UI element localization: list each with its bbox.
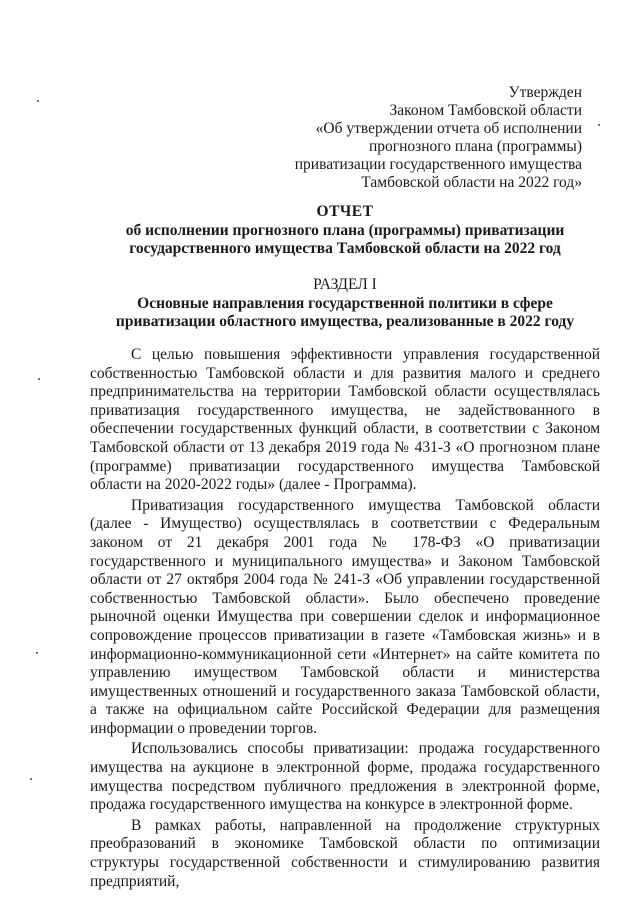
report-title-block <box>90 203 600 259</box>
paragraph: В рамках работы, направленной на продолжение структурных преобразований в экономике Тамбовской области по оптимизации структуры государственной собственности и стимулированию развития предприятий, <box>90 816 600 890</box>
body-text <box>90 346 600 893</box>
approval-line: Утвержден <box>508 84 582 101</box>
approval-line: «Об утверждении отчета об исполнении <box>315 120 582 137</box>
report-title: ОТЧЕТ <box>316 203 374 220</box>
scan-speck <box>598 124 600 126</box>
section-label: РАЗДЕЛ I <box>313 276 377 293</box>
section-heading-line: Основные направления государственной политики в сфере <box>137 294 553 312</box>
approval-line: приватизации государственного имущества <box>294 156 582 173</box>
scan-speck <box>38 378 40 380</box>
approval-line: Законом Тамбовской области <box>389 102 582 119</box>
approval-line: прогнозного плана (программы) <box>368 138 582 155</box>
scan-speck <box>30 778 32 780</box>
scan-speck <box>37 100 39 102</box>
approval-line: Тамбовской области на 2022 год» <box>361 174 582 191</box>
report-subtitle-line: государственного имущества Тамбовской области на 2022 год <box>129 240 561 257</box>
report-subtitle-line: об исполнении прогнозного плана (программы) приватизации <box>125 221 565 239</box>
approval-stamp <box>295 84 582 192</box>
scan-speck <box>36 652 38 654</box>
paragraph: Приватизация государственного имущества Тамбовской области (далее - Имущество) осуществлялась в соответствии с Федеральным законом от 21 декабря 2001 года № 178-ФЗ «О приватизации государственного и муниципального имущества» и Законом Тамбовской области от 27 октября 2004 года № 241-З «Об управлении государственной собственностью Тамбовской области». Было обеспечено проведение рыночной оценки Имущества при совершении сделок и информационное сопровождение процессов приватизации в газете «Тамбовская жизнь» и в информационно-коммуникационной сети «Интернет» на сайте комитета по управлению имуществом Тамбовской области и министерства имущественных отношений и государственного заказа Тамбовской области, а также на официальном сайте Российской Федерации для размещения информации о проведении торгов. <box>90 496 600 737</box>
paragraph: Использовались способы приватизации: продажа государственного имущества на аукционе в электронной форме, продажа государственного имущества посредством публичного предложения в электронной форме, продажа государственного имущества на конкурсе в электронной форме. <box>90 740 600 814</box>
section-heading-block <box>90 276 600 332</box>
paragraph: С целью повышения эффективности управления государственной собственностью Тамбовской области и для развития малого и среднего предпринимательства на территории Тамбовской области осуществлялась приватизация государственного имущества, не задействованного в обеспечении государственных функций области, в соответствии с Законом Тамбовской области от 13 декабря 2019 года № 431-З «О прогнозном плане (программе) приватизации государственного имущества Тамбовской области на 2020-2022 годы» (далее - Программа). <box>90 346 600 494</box>
section-heading-line: приватизации областного имущества, реализованные в 2022 году <box>115 313 575 330</box>
